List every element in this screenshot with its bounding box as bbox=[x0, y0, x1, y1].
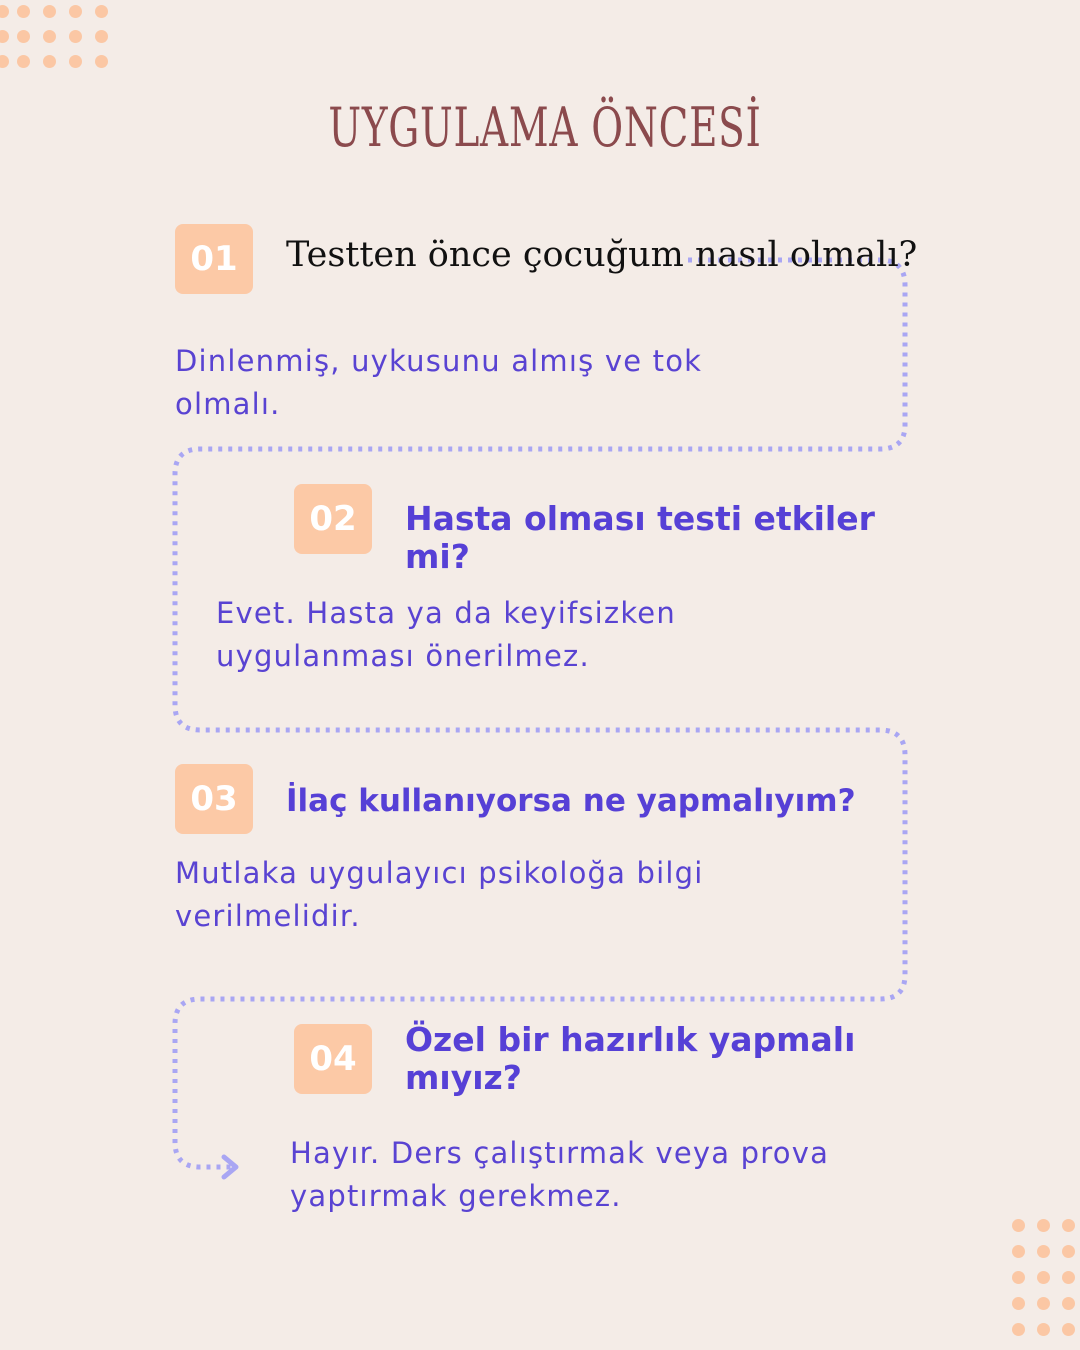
step-answer-03-line2: verilmelidir. bbox=[175, 899, 361, 933]
step-badge-03: 03 bbox=[175, 764, 253, 834]
step-answer-02-line1: Evet. Hasta ya da keyifsizken bbox=[216, 596, 676, 630]
step-badge-01: 01 bbox=[175, 224, 253, 294]
step-question-04 bbox=[405, 1021, 855, 1097]
step-question-02-line1: Hasta olması testi etkiler bbox=[405, 499, 875, 538]
step-answer-02-line2: uygulanması önerilmez. bbox=[216, 639, 590, 673]
step-answer-01 bbox=[175, 340, 702, 426]
step-answer-04-line1: Hayır. Ders çalıştırmak veya prova bbox=[290, 1136, 830, 1170]
page-title: UYGULAMA ÖNCESİ bbox=[328, 96, 762, 159]
step-badge-02: 02 bbox=[294, 484, 372, 554]
step-answer-03-line1: Mutlaka uygulayıcı psikoloğa bilgi bbox=[175, 856, 704, 890]
step-answer-04 bbox=[290, 1132, 829, 1218]
step-badge-04: 04 bbox=[294, 1024, 372, 1094]
step-question-04-line2: mıyız? bbox=[405, 1058, 522, 1097]
step-answer-04-line2: yaptırmak gerekmez. bbox=[290, 1179, 622, 1213]
step-answer-02 bbox=[216, 592, 676, 678]
step-question-03: İlaç kullanıyorsa ne yapmalıyım? bbox=[286, 783, 856, 819]
step-question-01: Testten önce çocuğum nasıl olmalı? bbox=[286, 235, 918, 275]
step-question-02 bbox=[405, 500, 875, 576]
step-answer-01-line2: olmalı. bbox=[175, 387, 281, 421]
step-question-04-line1: Özel bir hazırlık yapmalı bbox=[405, 1020, 856, 1059]
step-question-02-line2: mi? bbox=[405, 537, 470, 576]
step-answer-03 bbox=[175, 852, 704, 938]
step-answer-01-line1: Dinlenmiş, uykusunu almış ve tok bbox=[175, 344, 703, 378]
